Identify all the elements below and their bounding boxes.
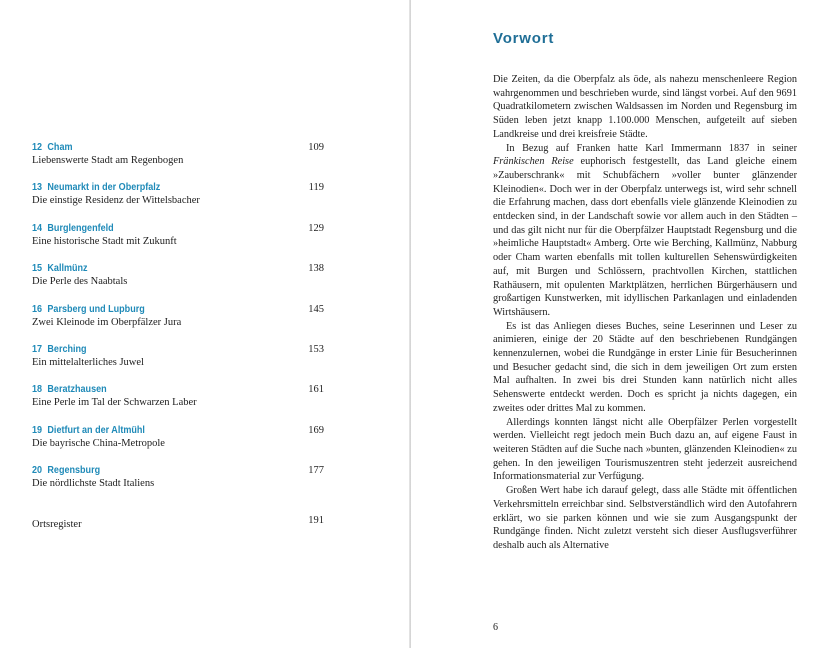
right-page <box>411 0 829 648</box>
paragraph-text: Es ist das Anliegen dieses Buches, seine Leserinnen und Leser zu animieren, einige der 20 Städte auf den beschriebenen Rundgängen kennenzulernen, wobei die Rundgänge in erster Linie für Besucherinnen und Besucher gedacht sind, die sich in dem jeweiligen Ort zum ersten Mal aufhalten. In zwei bis drei Stunden kann natürlich nicht alles Sehenswerte entdeckt werden. Doch es spricht ja nichts dagegen, ein zweites oder drittes Mal zu kommen. <box>493 320 797 414</box>
toc-entry-title: Cham <box>47 141 73 153</box>
toc-entry-page-number: 161 <box>308 384 324 396</box>
body-paragraph <box>493 416 797 485</box>
toc-entry-title: Berching <box>47 342 87 355</box>
toc-entry-heading <box>32 141 283 154</box>
toc-entry-number: 17 <box>32 342 43 355</box>
table-of-contents <box>32 141 324 528</box>
toc-entry-title: Neumarkt in der Oberpfalz <box>47 181 161 194</box>
register-label: Ortsregister <box>32 518 82 530</box>
paragraph-text: In Bezug auf Franken hatte Karl Immermann 1837 in seiner <box>506 142 797 154</box>
toc-entry <box>32 343 324 383</box>
chapter-title: Vorwort <box>493 30 555 47</box>
toc-entry-number: 18 <box>32 383 43 396</box>
toc-entry-subtitle: Eine Perle im Tal der Schwarzen Laber <box>32 397 197 409</box>
toc-entry-number: 19 <box>32 423 43 436</box>
toc-register-entry <box>32 514 324 528</box>
toc-entry-number: 20 <box>32 464 43 477</box>
toc-entry-heading <box>32 383 283 396</box>
toc-entry-heading <box>32 222 283 235</box>
toc-entry <box>32 424 324 464</box>
toc-entry <box>32 383 324 423</box>
toc-entry-page-number: 119 <box>308 182 324 194</box>
toc-entry <box>32 181 324 221</box>
toc-entry-heading <box>32 181 283 194</box>
left-page <box>0 0 409 648</box>
page-number: 6 <box>493 622 498 633</box>
toc-entry-page-number: 109 <box>308 142 324 153</box>
toc-entry-subtitle: Die einstige Residenz der Wittelsbacher <box>32 195 200 207</box>
paragraph-text: Großen Wert habe ich darauf gelegt, dass alle Städte mit öffentlichen Verkehrsmitteln erreichbar sind. Selbstverständlich wird den Autofahrern erklärt, wo sie parken können und wie sie zum Ausgangspunkt der Rundgänge finden. Nicht zuletzt versteht sich dieser Ausflugsverführer deshalb auch als Alternative <box>493 485 797 551</box>
toc-entry-page-number: 169 <box>308 424 324 436</box>
toc-entry-heading <box>32 303 283 316</box>
toc-entry <box>32 141 324 181</box>
body-paragraph <box>493 142 797 320</box>
body-paragraph <box>493 320 797 416</box>
toc-entry-page-number: 145 <box>308 303 324 315</box>
toc-entry-subtitle: Ein mittelalterliches Juwel <box>32 356 144 368</box>
toc-entry-subtitle: Die nördlichste Stadt Italiens <box>32 478 155 490</box>
toc-entry-title: Regensburg <box>47 464 101 477</box>
toc-entry-title: Burglengenfeld <box>47 221 114 234</box>
toc-entry-title: Kallmünz <box>47 262 88 275</box>
toc-entry <box>32 303 324 343</box>
toc-entry-page-number: 138 <box>308 263 324 275</box>
chapter-body <box>493 73 797 553</box>
toc-entry-subtitle: Die Perle des Naabtals <box>32 276 128 288</box>
paragraph-text: Allerdings konnten längst nicht alle Oberpfälzer Perlen vorgestellt werden. Vielleicht regt jedoch mein Buch dazu an, auf eigene Faust in weiteren Städten auf die Suche nach »bunten, glänzenden Kleinodien« zu gehen. In den jeweiligen Tourismuszentren steht jederzeit ausreichend Informationsmaterial zur Verfügung. <box>493 416 797 483</box>
paragraph-book-title: Fränkischen Reise <box>493 156 574 168</box>
toc-entry-number: 14 <box>32 221 43 234</box>
toc-entry-heading <box>32 343 283 356</box>
toc-entry-page-number: 129 <box>308 222 324 234</box>
toc-entry-number: 13 <box>32 181 43 194</box>
paragraph-text: euphorisch festgestellt, das Land gleiche einem »Zauberschrank« mit Schubfächern »voller bunter glänzender Kleinodien«. Doch wer in der Oberpfalz unterwegs ist, wird sehr schnell die Erfahrung machen, dass dort ebenfalls viele glänzende Kleinodien zu entdecken sind, in der Landschaft sowie vor allem auch in den Städten – und das gilt nicht nur für die Oberpfälzer Hauptstadt Regensburg und die »heimliche Hauptstadt« Amberg. Orte wie Berching, Kallmünz, Nabburg oder Cham warten ebenfalls mit tollen kulturellen Sehenswürdigkeiten auf, mit Burgen und Schlössern, prachtvollen Kirchen, stattlichen Rathäusern, mit opulenten Marktplätzen, herrlichen Bürgerhäusern und großartigen Kunstwerken, mit idyllischen Parkanlagen und einladenden Wirtshäusern. <box>493 156 797 318</box>
register-page-number: 191 <box>308 514 324 526</box>
toc-entry-heading <box>32 424 283 437</box>
toc-entry-heading <box>32 262 283 275</box>
toc-entry-subtitle: Eine historische Stadt mit Zukunft <box>32 235 177 247</box>
toc-entry-page-number: 153 <box>308 343 324 355</box>
toc-entry <box>32 464 324 504</box>
toc-entry-subtitle: Zwei Kleinode im Oberpfälzer Jura <box>32 316 182 328</box>
toc-entry-number: 12 <box>32 141 43 153</box>
toc-entry-heading <box>32 464 283 477</box>
toc-entry-number: 16 <box>32 302 43 315</box>
toc-entry-title: Beratzhausen <box>47 383 107 396</box>
toc-entry-title: Dietfurt an der Altmühl <box>47 423 145 436</box>
body-paragraph <box>493 484 797 553</box>
paragraph-text: Die Zeiten, da die Oberpfalz als öde, als nahezu menschenleere Region wahrgenommen und beschrieben wurde, sind längst vorbei. Auf den 9691 Quadratkilometern zwischen Waldsassen im Norden und Regensburg im Süden leben jetzt knapp 1.100.000 Menschen, aufgeteilt auf sieben Landkreise und drei kreisfreie Städte. <box>493 74 797 140</box>
toc-entry-subtitle: Liebenswerte Stadt am Regenbogen <box>32 155 184 166</box>
toc-entry-page-number: 177 <box>308 465 324 477</box>
toc-entry-number: 15 <box>32 262 43 275</box>
toc-entry <box>32 262 324 302</box>
toc-entry-title: Parsberg und Lupburg <box>47 302 145 315</box>
toc-entry <box>32 222 324 262</box>
toc-entry-subtitle: Die bayrische China-Metropole <box>32 437 165 449</box>
body-paragraph <box>493 73 797 142</box>
